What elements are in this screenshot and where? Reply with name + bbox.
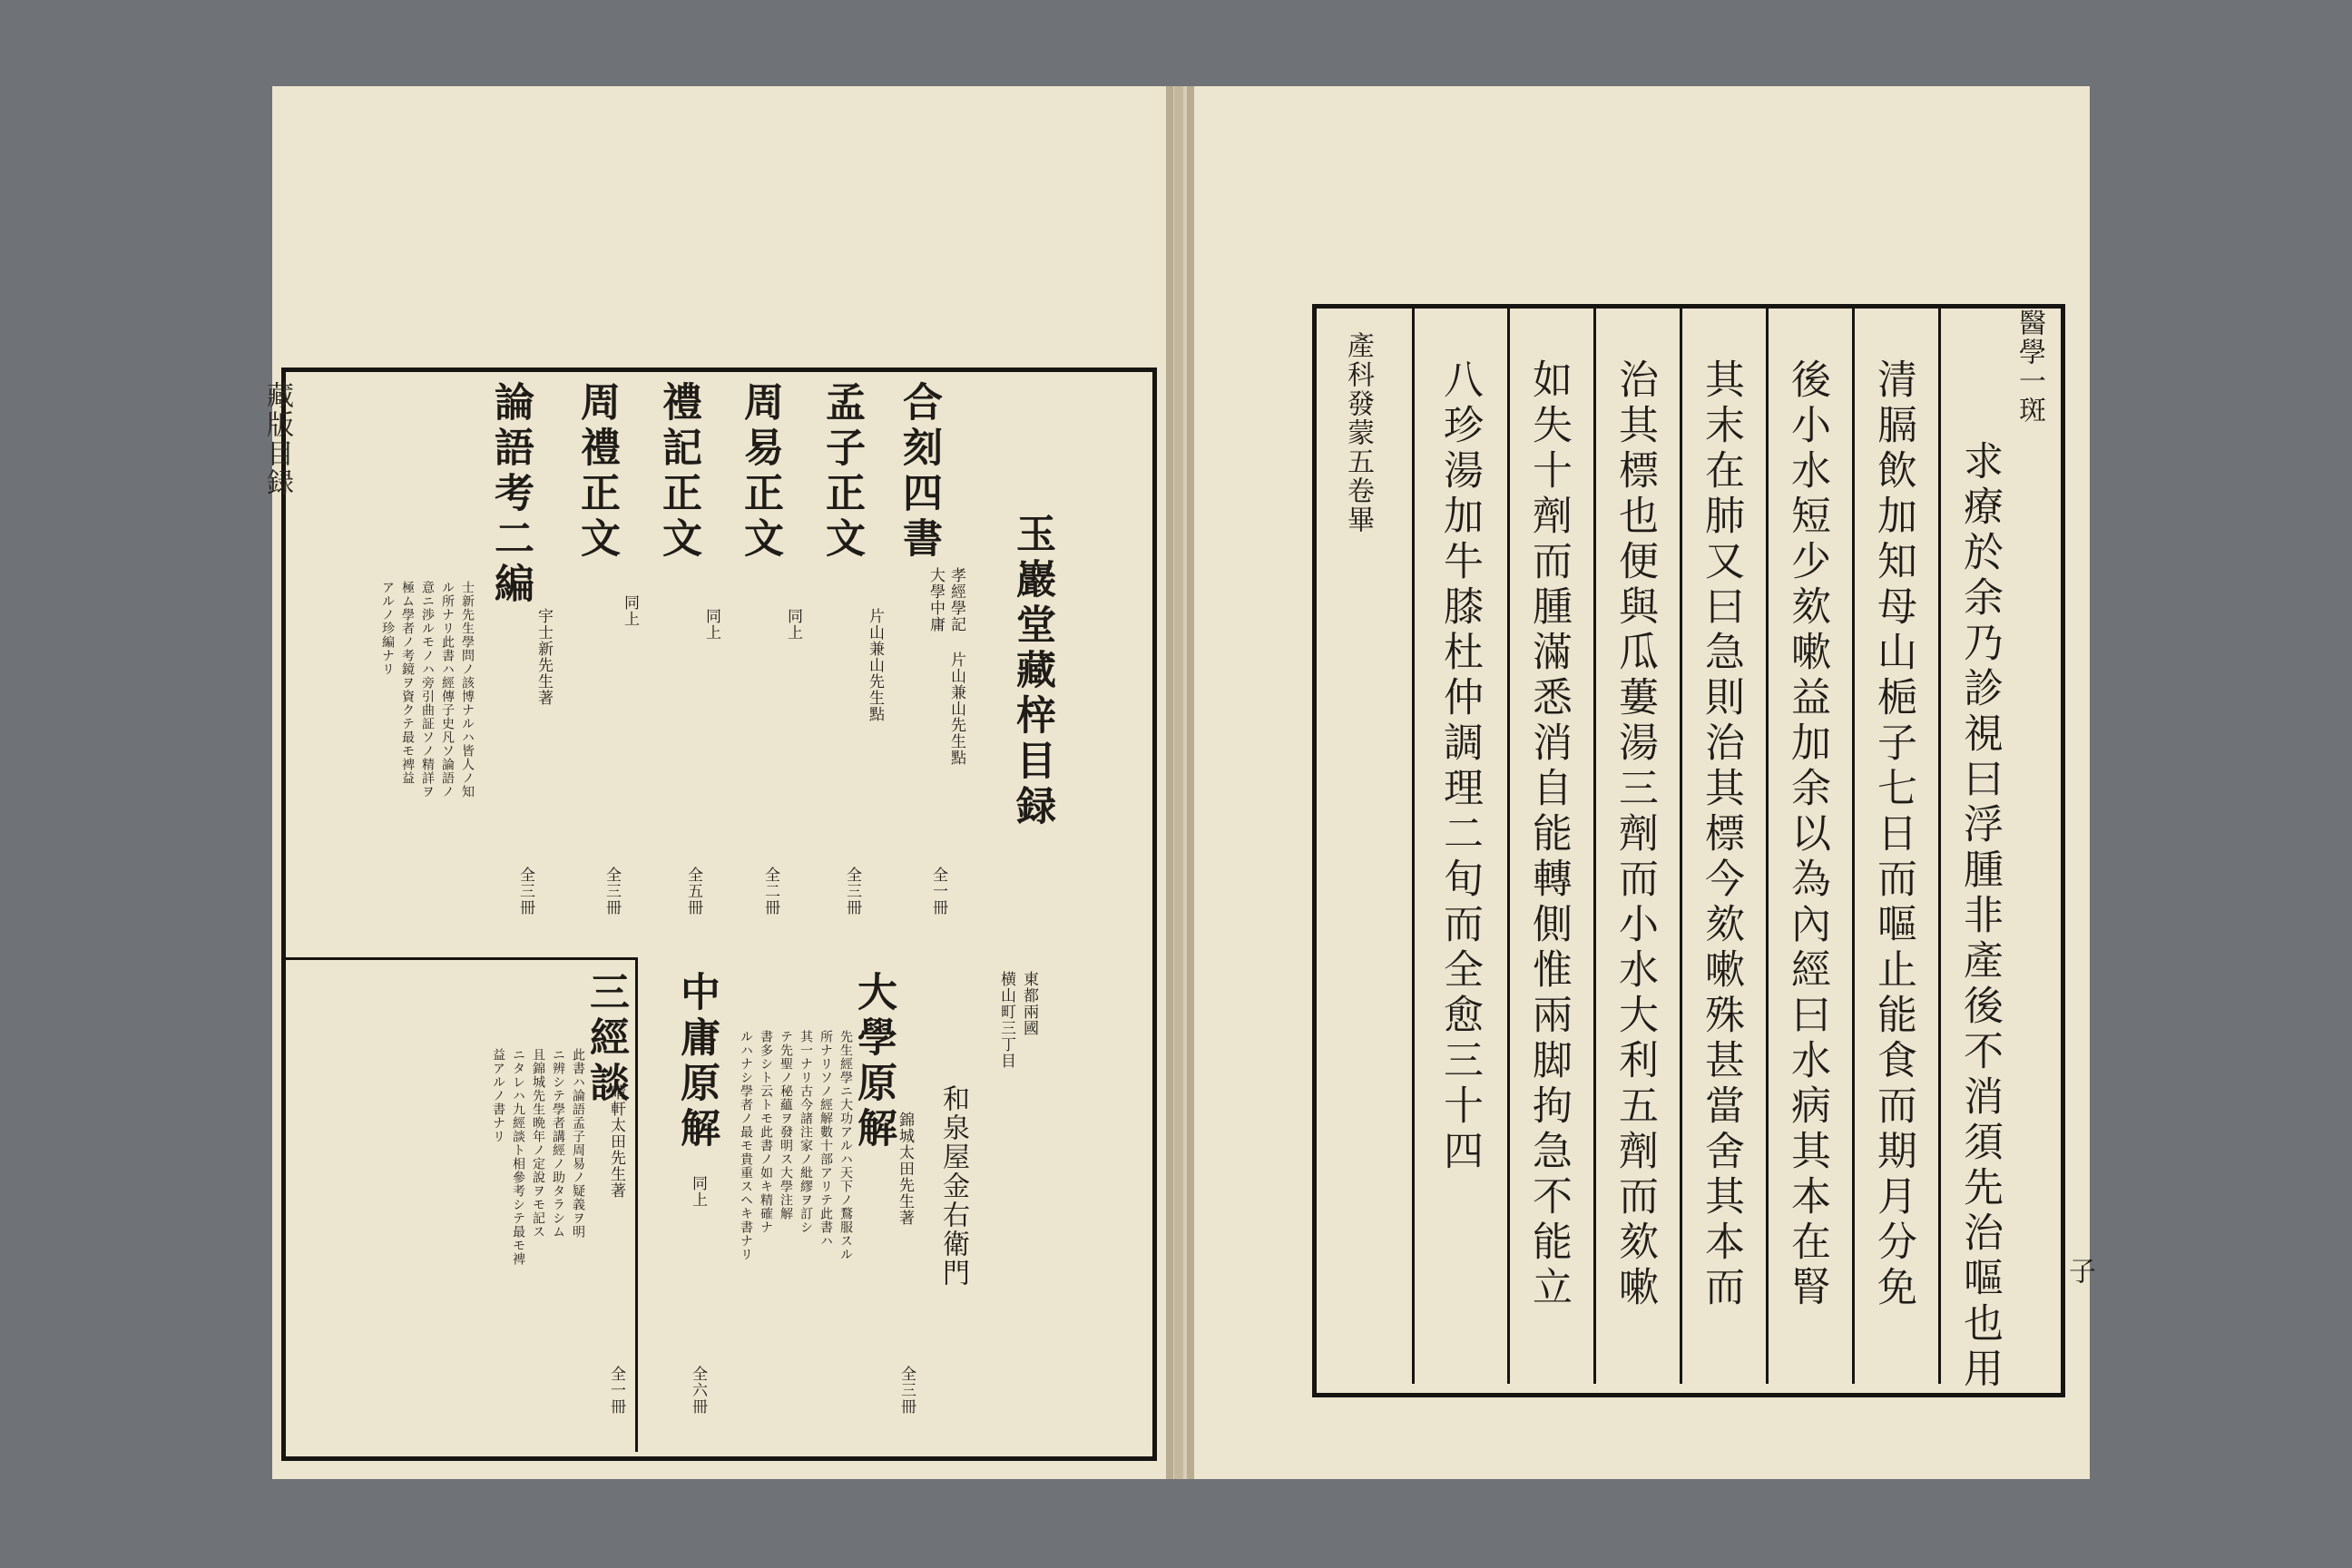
book-spine [1174, 86, 1183, 1479]
entry-description: 先生經學ニ大功アルハ天下ノ鶩服スル [838, 1030, 853, 1261]
entry-title: 三經談 [583, 971, 629, 1107]
column-rule [1938, 309, 1941, 1384]
entry-description: 益アルノ書ナリ [491, 1048, 505, 1143]
entry-volumes: 全五冊 [684, 867, 702, 916]
page-header: 醫學一斑 [2014, 309, 2045, 425]
entry-volumes: 全六冊 [689, 1366, 707, 1415]
entry-note: 大學中庸 [926, 567, 945, 632]
entry-description: 所ナリソノ經解數十部アリテ此書ハ [818, 1030, 833, 1248]
entry-description: 士新先生學問ノ該博ナルハ皆人ノ知 [460, 581, 475, 799]
entry-description: 意ニ渉ルモノハ旁引曲証ソノ精詳ヲ [420, 581, 435, 799]
entry-volumes: 全三冊 [897, 1366, 916, 1415]
entry-volumes: 全二冊 [761, 867, 779, 916]
text-column: 其末在肺又曰急則治其標今欬嗽殊甚當舍其本而 [1698, 358, 1744, 1311]
column-rule [1766, 309, 1769, 1384]
entry-note: 同上 [702, 608, 720, 641]
publisher-location: 東都兩國 [1020, 971, 1038, 1036]
entry-author: 晴軒太田先生著 [607, 1084, 625, 1199]
text-column: 八珍湯加牛膝杜仲調理二旬而全愈三十四 [1436, 358, 1483, 1175]
catalog-title: 玉巖堂藏梓目録 [1009, 513, 1055, 830]
entry-description: 書多シト云トモ此書ノ如キ精確ナ [759, 1030, 773, 1234]
entry-description: アルノ珍編ナリ [380, 581, 395, 676]
column-rule [1593, 309, 1596, 1384]
entry-description: ニタレハ九經談ト相參考シテ最モ裨 [511, 1048, 525, 1266]
entry-title: 禮記正文 [655, 381, 701, 563]
entry-title: 論語考二編 [487, 381, 534, 608]
entry-volumes: 全一冊 [929, 867, 947, 916]
text-column: 求療於余乃診視曰浮腫非產後不消須先治嘔也用 [1956, 440, 2003, 1393]
catalog-divider-vertical [635, 957, 638, 1452]
entry-volumes: 全三冊 [516, 867, 534, 916]
text-column: 治其標也便與瓜蔞湯三劑而小水大利五劑而欬嗽 [1612, 358, 1658, 1311]
entry-description: ル所ナリ此書ハ經傳子史凡ソ論語ノ [440, 581, 455, 799]
entry-description: ニ辨シテ學者講經ノ助タラシム [551, 1048, 565, 1239]
entry-title: 合刻四書 [896, 381, 942, 563]
column-rule [1680, 309, 1682, 1384]
publisher-address: 横山町三丁目 [997, 971, 1015, 1069]
colophon: 產科發蒙五卷畢 [1342, 331, 1374, 534]
entry-note: 片山兼山先生點 [866, 608, 884, 722]
entry-description: 且錦城先生晩年ノ定說ヲモ記ス [531, 1048, 545, 1239]
margin-note: 子 [2063, 1257, 2095, 1286]
entry-description: 極ム學者ノ考鏡ヲ資クテ最モ裨益 [400, 581, 415, 785]
entry-description: テ先聖ノ秘蘊ヲ發明ス大學注解 [779, 1030, 793, 1220]
entry-volumes: 全一冊 [607, 1366, 625, 1415]
entry-volumes: 全三冊 [603, 867, 621, 916]
entry-title: 周禮正文 [573, 381, 620, 563]
catalog-divider-left [281, 957, 635, 960]
publisher-name: 和泉屋金右衛門 [937, 1084, 969, 1288]
entry-author: 錦城太田先生著 [896, 1112, 914, 1226]
entry-title: 周易正文 [737, 381, 783, 563]
side-label: 藏版目録 [261, 381, 293, 497]
text-frame [1312, 304, 2065, 1397]
entry-title: 孟子正文 [818, 381, 865, 563]
entry-description: ルハナシ學者ノ最モ貴重スヘキ書ナリ [739, 1030, 753, 1261]
left-page [261, 86, 1173, 1479]
entry-note: 同上 [784, 608, 802, 641]
entry-note: 孝經學記 片山兼山先生點 [947, 567, 965, 766]
right-page [1187, 86, 2095, 1479]
open-book [261, 86, 2095, 1479]
entry-author: 同上 [689, 1175, 707, 1208]
column-rule [1852, 309, 1855, 1384]
text-column: 後小水短少欬嗽益加余以為內經曰水病其本在腎 [1784, 358, 1830, 1311]
entry-title: 大學原解 [850, 971, 897, 1152]
entry-note: 同上 [621, 594, 639, 627]
entry-description: 其一ナリ古今諸注家ノ紕繆ヲ訂シ [799, 1030, 813, 1234]
entry-volumes: 全三冊 [843, 867, 861, 916]
entry-title: 中庸原解 [673, 971, 720, 1152]
column-rule [1412, 309, 1415, 1384]
text-column: 清膈飲加知母山梔子七日而嘔止能食而期月分免 [1870, 358, 1916, 1311]
entry-note: 宇士新先生著 [534, 608, 553, 706]
column-rule [1507, 309, 1510, 1384]
text-column: 如失十劑而腫滿悉消自能轉側惟兩脚拘急不能立 [1525, 358, 1572, 1311]
entry-description: 此書ハ論語孟子周易ノ疑義ヲ明 [571, 1048, 585, 1239]
